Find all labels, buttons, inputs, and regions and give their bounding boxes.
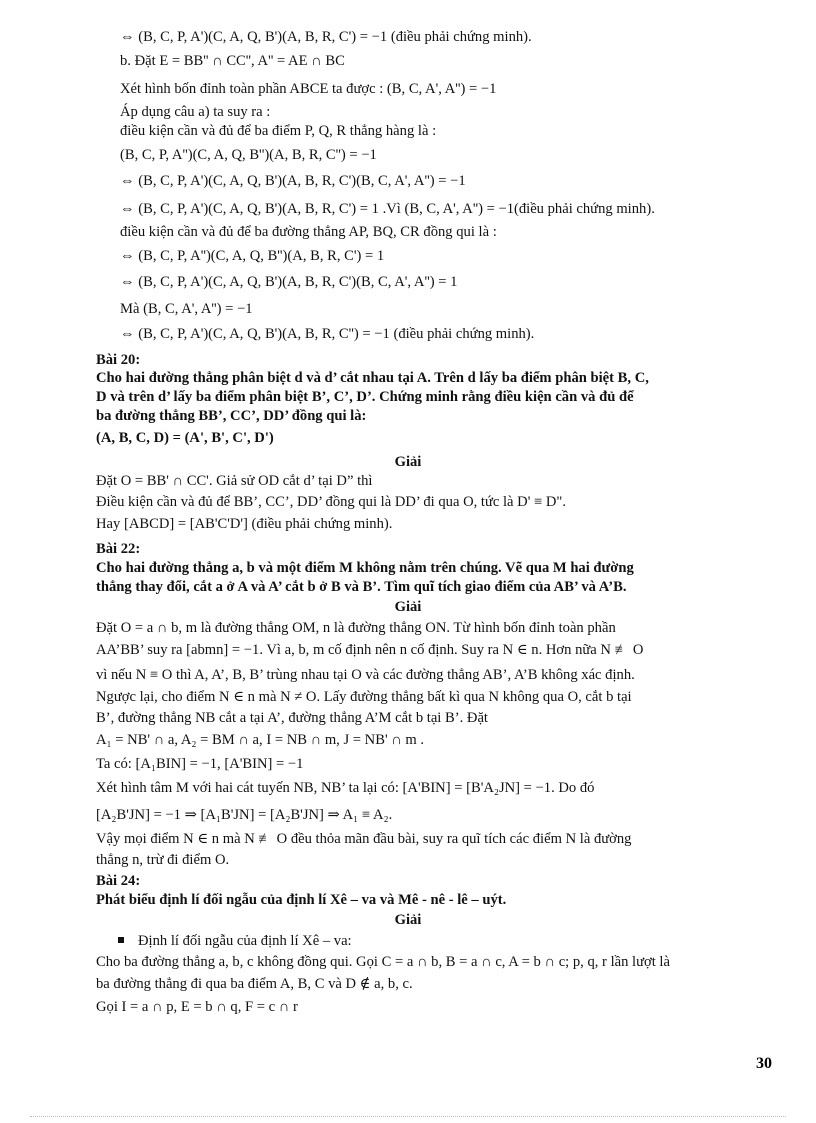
line-text: Xét hình bốn đỉnh toàn phần ABCE ta được : (B, C, A', A'') = −1	[120, 81, 497, 97]
line-text: A₁ = NB' ∩ a, A₂ = BM ∩ a, I = NB ∩ m, J = NB' ∩ m .	[96, 732, 425, 748]
line-text: Bài 22:	[96, 541, 141, 557]
line-text: AA’BB’ suy ra [abmn] = −1. Vì a, b, m cố định nên n cố định. Suy ra N ∈ n. Hơn nữa N ≢ O	[96, 642, 644, 658]
body-line	[96, 493, 566, 511]
line-text: Ngược lại, cho điểm N ∈ n mà N ≠ O. Lấy đường thẳng bất kì qua N không qua O, cắt b tại	[96, 689, 632, 705]
body-line	[96, 688, 632, 706]
line-text: điều kiện cần và đủ để ba điểm P, Q, R thẳng hàng là :	[120, 123, 437, 139]
line-text: Điều kiện cần và đủ để BB’, CC’, DD’ đồng qui là DD’ đi qua O, tức là D' ≡ D".	[96, 494, 567, 510]
body-line	[96, 709, 488, 727]
body-line	[120, 103, 270, 121]
body-line	[96, 806, 392, 824]
section-heading	[0, 453, 816, 471]
body-line	[96, 641, 643, 659]
line-text: Mà (B, C, A', A'') = −1	[120, 301, 253, 317]
problem-text	[96, 578, 627, 596]
line-text: ⇔ (B, C, P, A')(C, A, Q, B')(A, B, R, C'') = −1 (điều phải chứng minh).	[120, 326, 535, 342]
body-line	[96, 472, 372, 490]
line-text: Vậy mọi điểm N ∈ n mà N ≢ O đều thỏa mãn đầu bài, suy ra quĩ tích các điểm N là đường	[96, 831, 632, 847]
body-line	[120, 325, 534, 343]
body-line	[120, 146, 377, 164]
problem-text	[96, 388, 634, 406]
body-line	[96, 851, 229, 869]
line-text: b. Đặt E = BB'' ∩ CC'', A'' = AE ∩ BC	[120, 53, 345, 69]
line-text: điều kiện cần và đủ để ba đường thẳng AP, BQ, CR đồng qui là :	[120, 224, 497, 240]
body-line	[120, 122, 436, 140]
body-line	[120, 223, 497, 241]
line-text: ⇔ (B, C, P, A')(C, A, Q, B')(A, B, R, C')(B, C, A', A'') = 1	[120, 274, 458, 290]
body-line	[96, 998, 298, 1016]
line-text: Đặt O = a ∩ b, m là đường thẳng OM, n là đường thẳng ON. Từ hình bốn đỉnh toàn phần	[96, 620, 616, 636]
line-text: D và trên d’ lấy ba điểm phân biệt B’, C’, D’. Chứng minh rằng điều kiện cần và đủ để	[96, 389, 634, 405]
line-text: Định lí đối ngẫu của định lí Xê – va:	[138, 933, 352, 949]
line-text: Phát biểu định lí đối ngẫu của định lí Xê – va và Mê - nê - lê – uýt.	[96, 892, 507, 908]
body-line	[118, 932, 352, 950]
line-text: Gọi I = a ∩ p, E = b ∩ q, F = c ∩ r	[96, 999, 298, 1015]
problem-text	[96, 351, 140, 369]
body-line	[120, 300, 253, 318]
body-line	[96, 666, 635, 684]
line-text: Giải	[394, 599, 422, 615]
problem-text	[96, 872, 140, 890]
section-heading	[0, 911, 816, 929]
page-number: 30	[756, 1055, 772, 1072]
line-text: Hay [ABCD] = [AB'C'D'] (điều phải chứng minh).	[96, 516, 393, 532]
body-line	[96, 755, 303, 773]
body-line	[120, 247, 384, 265]
line-text: [A₂B'JN] = −1 ⇒ [A₁B'JN] = [A₂B'JN] ⇒ A₁ ≡ A₂.	[96, 807, 393, 823]
line-text: ⇔ (B, C, P, A')(C, A, Q, B')(A, B, R, C') = −1 (điều phải chứng minh).	[120, 29, 532, 45]
line-text: ba đường thẳng đi qua ba điểm A, B, C và D ∉ a, b, c.	[96, 976, 413, 992]
body-line	[96, 779, 594, 797]
problem-text	[96, 407, 366, 425]
line-text: B’, đường thẳng NB cắt a tại A’, đường thẳng A’M cắt b tại B’. Đặt	[96, 710, 488, 726]
line-text: thẳng thay đổi, cắt a ở A và A’ cắt b ở B và B’. Tìm quĩ tích giao điểm của AB’ và A’B.	[96, 579, 627, 595]
line-text: ⇔ (B, C, P, A')(C, A, Q, B')(A, B, R, C') = 1 .Vì (B, C, A', A'') = −1(điều phải chứng minh).	[120, 201, 655, 217]
line-text: Cho hai đường thẳng a, b và một điểm M không nằm trên chúng. Vẽ qua M hai đường	[96, 560, 634, 576]
line-text: ⇔ (B, C, P, A')(C, A, Q, B')(A, B, R, C')(B, C, A', A'') = −1	[120, 173, 466, 189]
problem-text	[96, 559, 634, 577]
section-heading	[0, 598, 816, 616]
line-text: Cho hai đường thẳng phân biệt d và d’ cắt nhau tại A. Trên d lấy ba điểm phân biệt B, C,	[96, 370, 649, 386]
line-text: Giải	[394, 454, 422, 470]
body-line	[96, 731, 424, 749]
problem-text	[96, 540, 140, 558]
body-line	[96, 975, 413, 993]
line-text: Áp dụng câu a) ta suy ra :	[120, 104, 271, 120]
line-text: Đặt O = BB' ∩ CC'. Giả sử OD cắt d’ tại D” thì	[96, 473, 373, 489]
body-line	[120, 80, 496, 98]
line-text: vì nếu N ≡ O thì A, A’, B, B’ trùng nhau tại O và các đường thẳng AB’, A’B không xác định.	[96, 667, 635, 683]
body-line	[96, 953, 670, 971]
line-text: thẳng n, trừ đi điểm O.	[96, 852, 230, 868]
body-line	[120, 200, 655, 218]
problem-text	[96, 429, 274, 447]
body-line	[96, 830, 631, 848]
body-line	[120, 28, 532, 46]
line-text: Xét hình tâm M với hai cát tuyến NB, NB’ ta lại có: [A'BIN] = [B'A₂JN] = −1. Do đó	[96, 780, 595, 796]
line-text: (B, C, P, A'')(C, A, Q, B'')(A, B, R, C'') = −1	[120, 147, 377, 163]
line-text: Cho ba đường thẳng a, b, c không đồng qui. Gọi C = a ∩ b, B = a ∩ c, A = b ∩ c; p, q, r lần lượt là	[96, 954, 670, 970]
body-line	[96, 515, 392, 533]
line-text: (A, B, C, D) = (A', B', C', D')	[96, 430, 274, 446]
line-text: ⇔ (B, C, P, A'')(C, A, Q, B'')(A, B, R, C') = 1	[120, 248, 385, 264]
footer-divider	[30, 1116, 786, 1117]
line-text: ba đường thẳng BB’, CC’, DD’ đồng qui là:	[96, 408, 367, 424]
bullet-icon	[118, 937, 124, 943]
problem-text	[96, 369, 649, 387]
problem-text	[96, 891, 506, 909]
line-text: Ta có: [A₁BIN] = −1, [A'BIN] = −1	[96, 756, 304, 772]
body-line	[96, 619, 616, 637]
body-line	[120, 172, 466, 190]
line-text: Bài 24:	[96, 873, 141, 889]
line-text: Giải	[394, 912, 422, 928]
body-line	[120, 273, 457, 291]
body-line	[120, 52, 345, 70]
line-text: Bài 20:	[96, 352, 141, 368]
